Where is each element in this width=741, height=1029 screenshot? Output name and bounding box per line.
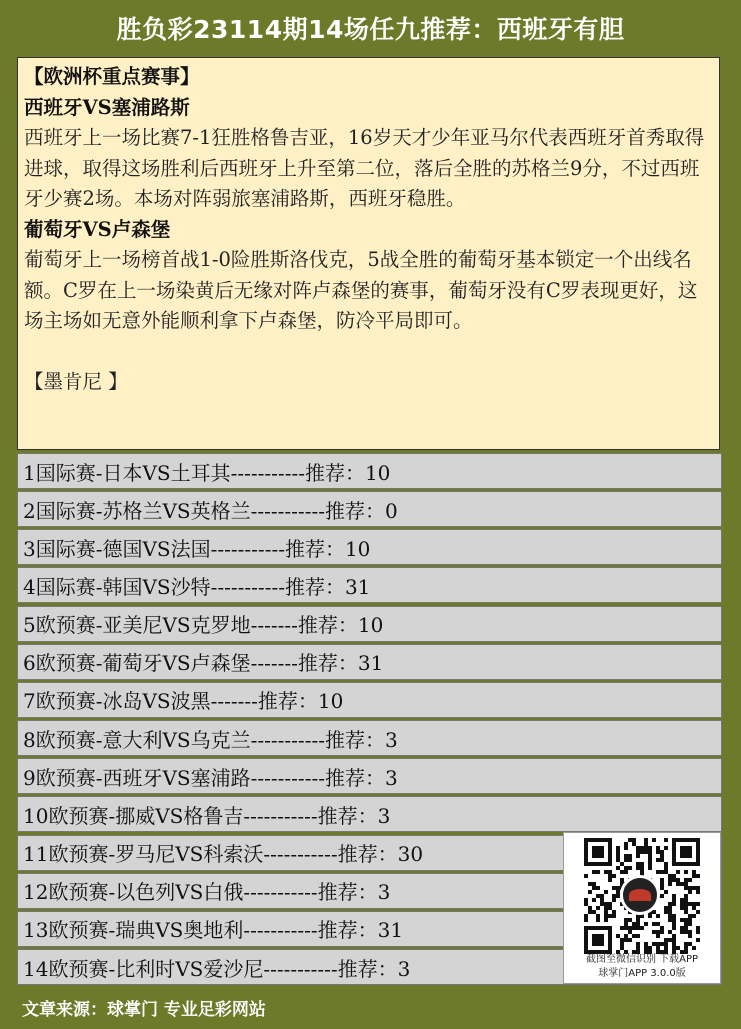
- pick-row: 11欧预赛-罗马尼VS科索沃-----------推荐：30: [17, 835, 722, 871]
- match-title-portugal: 葡萄牙VS卢森堡: [24, 217, 171, 241]
- section-heading-euro: 【欧洲杯重点赛事】: [24, 65, 200, 88]
- spacer: [24, 337, 713, 368]
- match-title-spain: 西班牙VS塞浦路斯: [24, 95, 190, 119]
- pick-row: 14欧预赛-比利时VS爱沙尼-----------推荐：3: [17, 949, 722, 985]
- pick-row: 5欧预赛-亚美尼VS克罗地-------推荐：10: [17, 606, 722, 642]
- pick-row: 9欧预赛-西班牙VS塞浦路-----------推荐：3: [17, 758, 722, 794]
- pick-row: 7欧预赛-冰岛VS波黑-------推荐：10: [17, 682, 722, 718]
- pick-row: 8欧预赛-意大利VS乌克兰-----------推荐：3: [17, 720, 722, 756]
- footer-source: 文章来源：球掌门 专业足彩网站: [22, 999, 266, 1020]
- pick-row: 13欧预赛-瑞典VS奥地利-----------推荐：31: [17, 911, 722, 947]
- pick-row: 6欧预赛-葡萄牙VS卢森堡-------推荐：31: [17, 644, 722, 680]
- app-logo-icon: [620, 875, 660, 915]
- qr-code-box[interactable]: [563, 832, 721, 984]
- qr-caption-version: 球掌门APP 3.0.0版: [598, 968, 686, 979]
- pick-row: 10欧预赛-挪威VS格鲁吉-----------推荐：3: [17, 796, 722, 832]
- article-panel: [17, 57, 720, 450]
- section-heading-author: 【墨肯尼 】: [24, 370, 128, 393]
- pick-row: 1国际赛-日本VS土耳其-----------推荐：10: [17, 453, 722, 489]
- match-analysis-spain: 西班牙上一场比赛7-1狂胜格鲁吉亚，16岁天才少年亚马尔代表西班牙首秀取得进球，取得这场胜利后西班牙上升至第二位，落后全胜的苏格兰9分，不过西班牙少赛2场。本场对阵弱旅塞浦路斯，西班牙稳胜。: [24, 126, 705, 210]
- qr-caption-download: 截图至微信识别 下载APP: [585, 954, 699, 965]
- pick-row: 4国际赛-韩国VS沙特-----------推荐：31: [17, 567, 722, 603]
- pick-row: 2国际赛-苏格兰VS英格兰-----------推荐：0: [17, 491, 722, 527]
- pick-row: 12欧预赛-以色列VS白俄-----------推荐：3: [17, 873, 722, 909]
- pick-row: 3国际赛-德国VS法国-----------推荐：10: [17, 529, 722, 565]
- page-title: 胜负彩23114期14场任九推荐：西班牙有胆: [116, 15, 625, 44]
- match-analysis-portugal: 葡萄牙上一场榜首战1-0险胜斯洛伐克，5战全胜的葡萄牙基本锁定一个出线名额。C罗在上一场染黄后无缘对阵卢森堡的赛事，葡萄牙没有C罗表现更好，这场主场如无意外能顺利拿下卢森堡，防冷平局即可。: [24, 248, 698, 332]
